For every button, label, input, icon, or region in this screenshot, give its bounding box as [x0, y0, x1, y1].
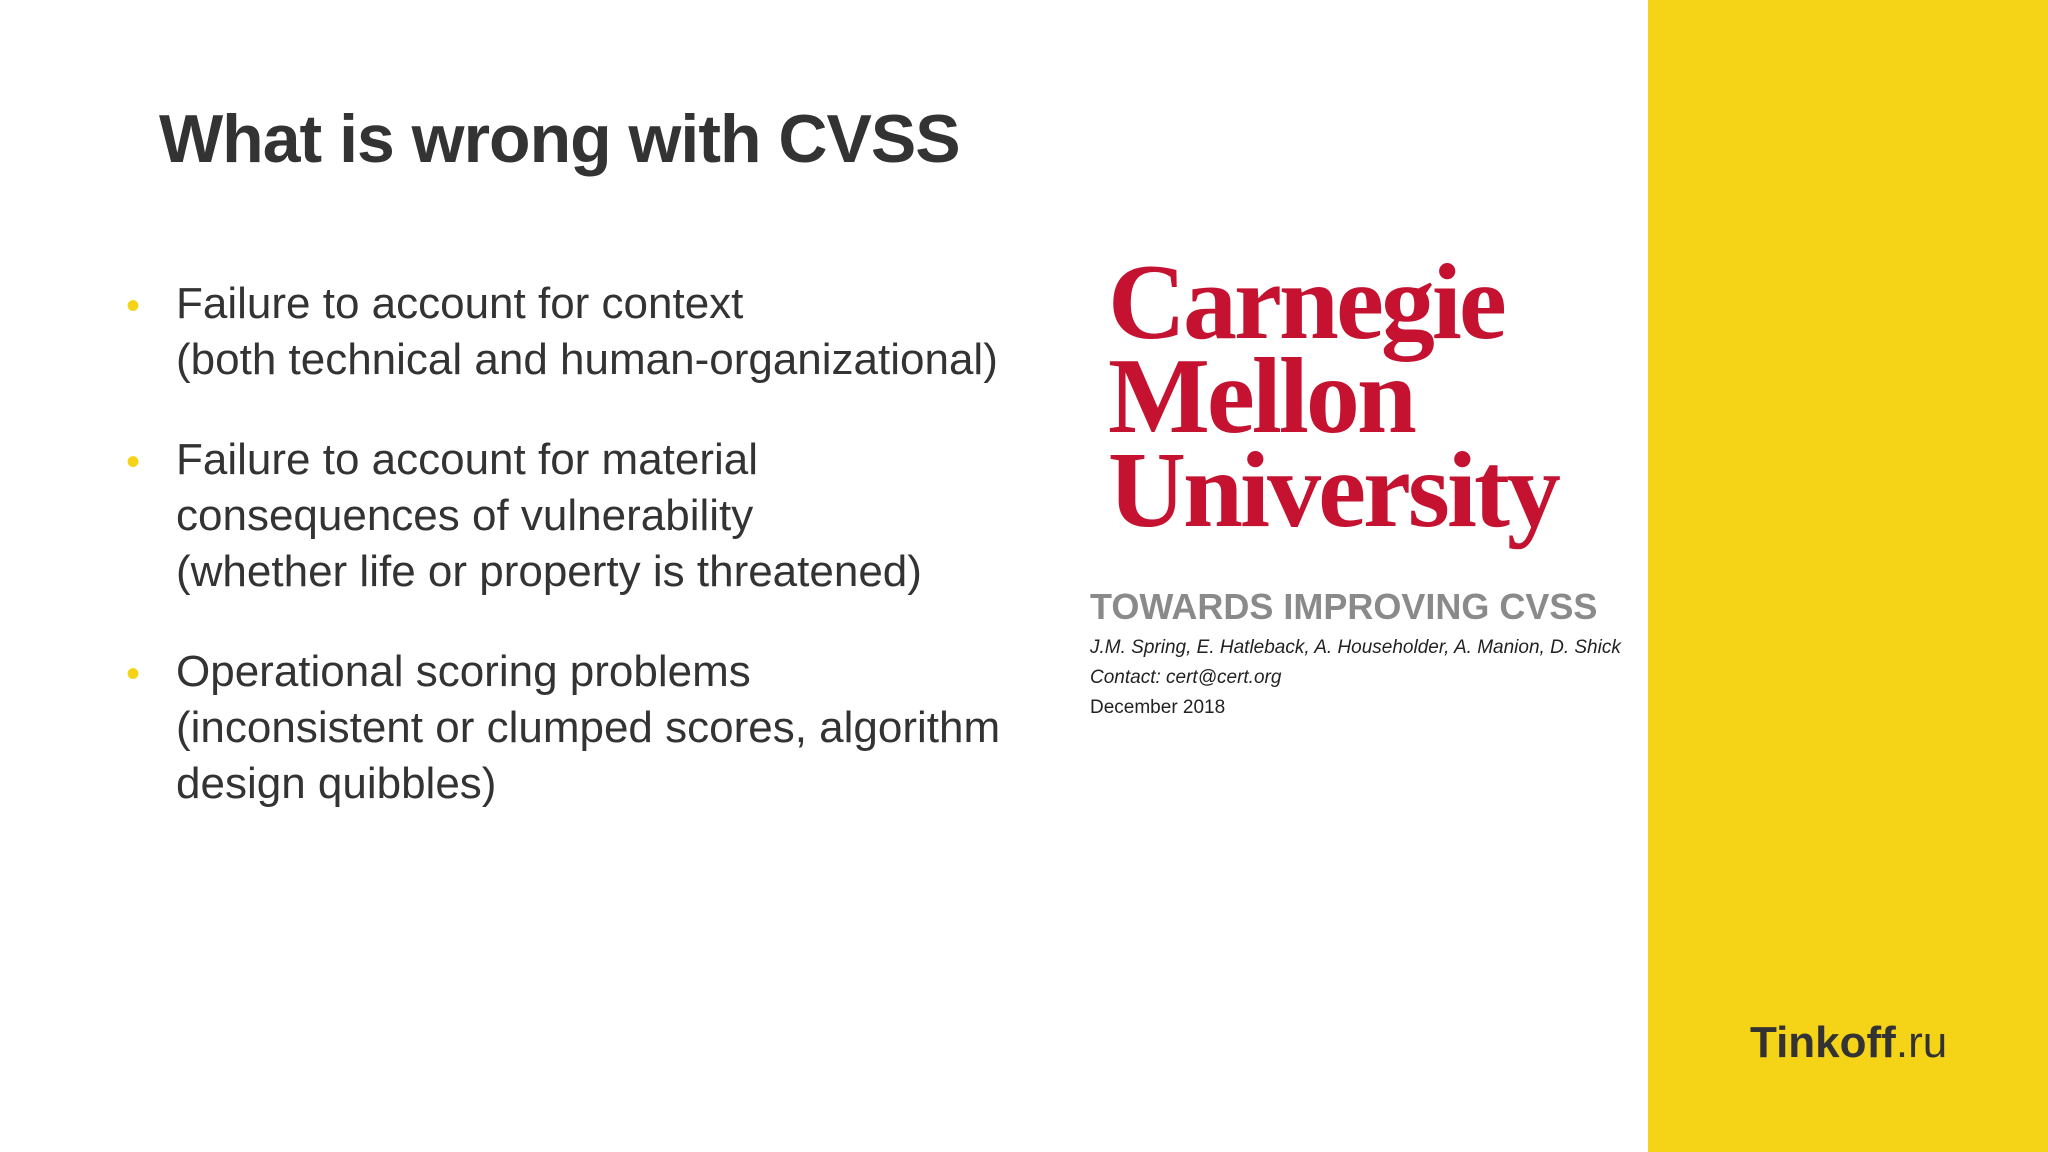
bullet-dot-icon: •	[126, 440, 141, 484]
brand-tld: .ru	[1895, 1018, 1948, 1067]
tinkoff-logo	[1750, 1018, 1947, 1068]
bullet-text-line: (inconsistent or clumped scores, algorithm	[176, 703, 1001, 752]
bullet-text-line: (both technical and human-organizational)	[176, 335, 998, 384]
paper-date: December 2018	[1090, 697, 1226, 718]
brand-name: Tinkoff	[1750, 1018, 1896, 1067]
slide-title: What is wrong with CVSS	[159, 101, 960, 177]
bullet-item	[126, 644, 1086, 812]
bullet-text-line: Failure to account for material	[176, 435, 759, 484]
bullet-text-line: (whether life or property is threatened)	[176, 547, 922, 596]
bullet-item	[126, 432, 1086, 600]
paper-authors: J.M. Spring, E. Hatleback, A. Householder, A. Manion, D. Shick	[1090, 637, 1621, 658]
yellow-side-panel	[1648, 0, 2048, 1152]
bullet-dot-icon: •	[126, 652, 141, 696]
bullet-text-line: design quibbles)	[176, 759, 497, 808]
bullet-text-line: Failure to account for context	[176, 279, 744, 328]
cmu-logo-line: Carnegie	[1108, 243, 1504, 362]
cmu-logo-line: Mellon	[1108, 337, 1414, 456]
cmu-logo-line: University	[1108, 431, 1558, 550]
bullet-text-line: Operational scoring problems	[176, 647, 751, 696]
bullet-text-line: consequences of vulnerability	[176, 491, 754, 540]
bullet-dot-icon: •	[126, 284, 141, 328]
paper-contact: Contact: cert@cert.org	[1090, 667, 1282, 688]
paper-title: TOWARDS IMPROVING CVSS	[1090, 586, 1598, 627]
bullet-list	[126, 276, 1086, 856]
bullet-item	[126, 276, 1086, 388]
cmu-logo	[1108, 243, 1558, 550]
